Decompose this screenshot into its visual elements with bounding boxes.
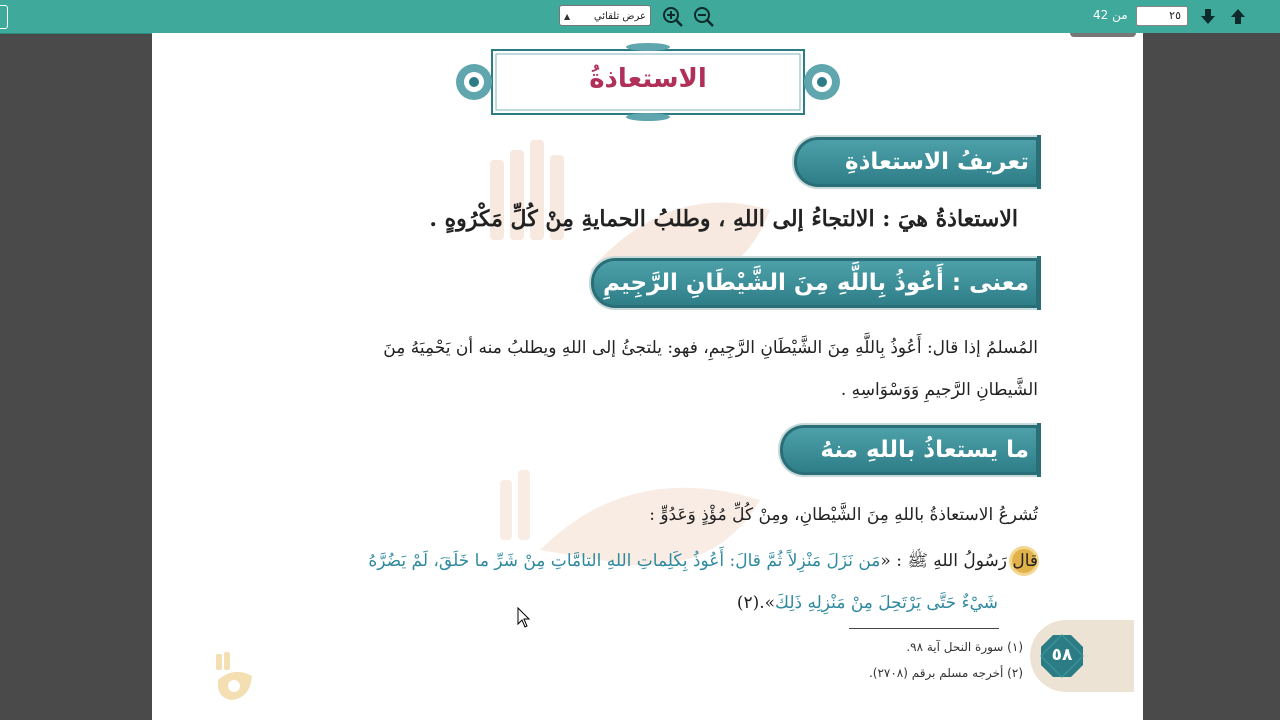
arrow-up-icon[interactable] — [1230, 8, 1246, 25]
section-header-definition — [792, 135, 1039, 189]
footnote-1: (١) سورة النحل آية ٩٨. — [906, 640, 1023, 654]
meaning-line-1: المُسلمُ إذا قال: أَعُوذُ بِاللَّهِ مِنَ الشَّيْطَانِ الرَّجِيمِ، فهو: يلتجئُ إلى اللهِ ويطلبُ منه أن يَحْمِيَهُ مِنَ — [383, 338, 1038, 358]
mouse-cursor-icon — [517, 607, 531, 629]
hadith-prefix: قال رَسُولُ اللهِ ﷺ : « — [880, 551, 1038, 571]
hadith-line-2 — [737, 583, 998, 623]
section-header-label: ما يستعاذُ باللهِ منهُ — [820, 437, 1029, 463]
section-header-meaning — [589, 256, 1039, 310]
meaning-line-2: الشَّيطانِ الرَّجيمِ وَوَسْوَاسِهِ . — [840, 380, 1038, 400]
select-arrows-icon: ▲ — [564, 12, 571, 21]
zoom-in-icon[interactable] — [662, 6, 684, 28]
page-number-input[interactable]: ٢٥ — [1136, 6, 1188, 26]
zoom-select-value: عرض تلقائي — [593, 11, 646, 22]
hadith-text-2: شَيْءٌ حَتَّى يَرْتَحِلَ مِنْ مَنْزِلِهِ ذَلِكَ — [775, 593, 998, 613]
section-header-label: تعريفُ الاستعاذةِ — [845, 149, 1029, 175]
section-header-label: معنى : أَعُوذُ بِاللَّهِ مِنَ الشَّيْطَانِ الرَّجِيمِ — [603, 270, 1029, 296]
hadith-text-1: مَن نَزَلَ مَنْزِلاً ثُمَّ قالَ: أَعُوذُ بِكَلِماتِ اللهِ التامَّاتِ مِنْ شَرِّ ما خَلَقَ، لَمْ يَضُرَّهُ — [368, 551, 881, 571]
section-header-seek — [778, 423, 1039, 477]
zoom-select[interactable] — [559, 5, 651, 26]
page-count-label: من 42 — [1093, 8, 1128, 22]
zoom-out-icon[interactable] — [693, 6, 715, 28]
viewer-toolbar — [0, 0, 1280, 34]
arrow-down-icon[interactable] — [1200, 8, 1216, 25]
viewer-background — [1143, 33, 1280, 720]
title-frame — [452, 42, 844, 122]
seek-intro-text: تُشرعُ الاستعاذةُ باللهِ مِنَ الشَّيْطانِ، ومِنْ كُلِّ مُؤْذٍ وَعَدُوٍّ : — [649, 505, 1038, 525]
page-edge — [1070, 33, 1136, 37]
hadith-suffix: ».(٢) — [736, 593, 776, 613]
hadith-line-1 — [248, 541, 1038, 581]
definition-text: الاستعاذةُ هيَ : الالتجاءُ إلى اللهِ ، وطلبُ الحمايةِ مِنْ كُلِّ مَكْرُوهٍ . — [429, 206, 1018, 232]
page-number: ٥٨ — [1051, 645, 1073, 665]
footnote-divider — [849, 628, 999, 629]
page-title: الاستعاذةُ — [589, 64, 707, 94]
sidebar-toggle[interactable] — [0, 5, 8, 29]
publisher-logo-icon — [212, 650, 256, 704]
footnote-2: (٢) أخرجه مسلم برقم (٢٧٠٨). — [868, 666, 1023, 680]
